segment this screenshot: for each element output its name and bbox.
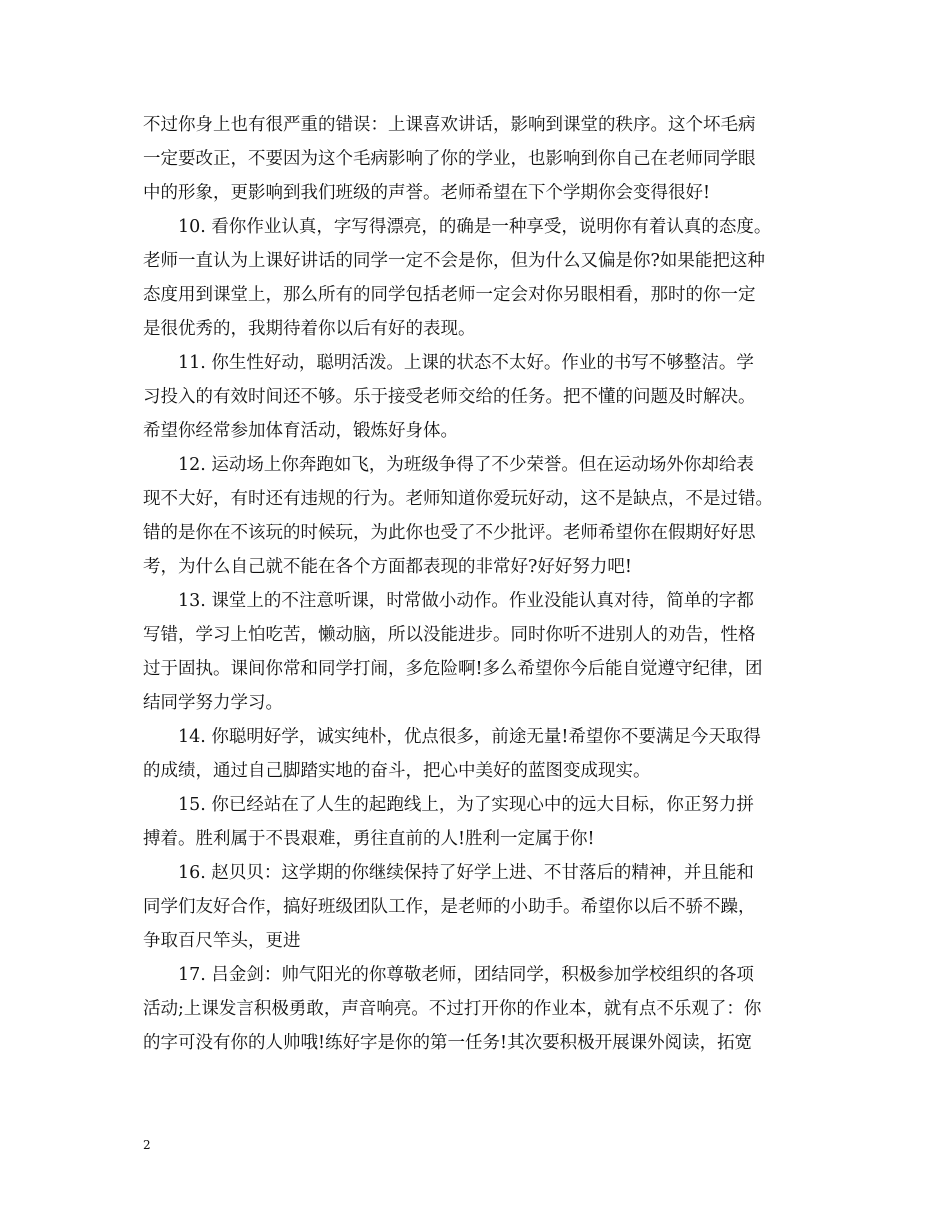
- text-line: 过于固执。课间你常和同学打闹，多危险啊!多么希望你今后能自觉遵守纪律，团: [143, 659, 763, 679]
- document-body: [143, 108, 813, 1060]
- paragraph-16-start: 16. 赵贝贝：这学期的你继续保持了好学上进、不甘落后的精神，并且能和: [178, 863, 754, 883]
- text-line: 是很优秀的，我期待着你以后有好的表现。: [143, 319, 476, 339]
- text-line: 习投入的有效时间还不够。乐于接受老师交给的任务。把不懂的问题及时解决。: [143, 387, 756, 407]
- paragraph-12-start: 12. 运动场上你奔跑如飞，为班级争得了不少荣誉。但在运动场外你却给表: [178, 455, 754, 475]
- text-line: 搏着。胜利属于不畏艰难，勇往直前的人!胜利一定属于你!: [143, 829, 595, 849]
- paragraph-11-start: 11. 你生性好动，聪明活泼。上课的状态不太好。作业的书写不够整洁。学: [178, 353, 754, 373]
- text-line: 不过你身上也有很严重的错误：上课喜欢讲话，影响到课堂的秩序。这个坏毛病: [143, 115, 756, 135]
- paragraph-14-start: 14. 你聪明好学，诚实纯朴，优点很多，前途无量!希望你不要满足今天取得: [178, 727, 761, 747]
- text-line: 的成绩，通过自己脚踏实地的奋斗，把心中美好的蓝图变成现实。: [143, 761, 651, 781]
- text-line: 的字可没有你的人帅哦!练好字是你的第一任务!其次要积极开展课外阅读，拓宽: [143, 1033, 753, 1053]
- text-line: 错的是你在不该玩的时候玩，为此你也受了不少批评。老师希望你在假期好好思: [143, 523, 756, 543]
- paragraph-17-start: 17. 吕金剑：帅气阳光的你尊敬老师，团结同学，积极参加学校组织的各项: [178, 965, 754, 985]
- paragraph-10-start: 10. 看你作业认真，字写得漂亮，的确是一种享受，说明你有着认真的态度。: [178, 217, 772, 237]
- text-line: 争取百尺竿头，更进: [143, 931, 301, 951]
- text-line: 态度用到课堂上，那么所有的同学包括老师一定会对你另眼相看，那时的你一定: [143, 285, 756, 305]
- page-number: 2: [143, 1138, 151, 1152]
- text-line: 一定要改正，不要因为这个毛病影响了你的学业，也影响到你自己在老师同学眼: [143, 149, 756, 169]
- text-line: 同学们友好合作，搞好班级团队工作，是老师的小助手。希望你以后不骄不躁，: [143, 897, 756, 917]
- text-line: 现不大好，有时还有违规的行为。老师知道你爱玩好动，这不是缺点，不是过错。: [143, 489, 773, 509]
- text-line: 写错，学习上怕吃苦，懒动脑，所以没能进步。同时你听不进别人的劝告，性格: [143, 625, 756, 645]
- paragraph-15-start: 15. 你已经站在了人生的起跑线上，为了实现心中的远大目标，你正努力拼: [178, 795, 754, 815]
- text-line: 活动;上课发言积极勇敢，声音响亮。不过打开你的作业本，就有点不乐观了：你: [143, 999, 762, 1019]
- text-line: 希望你经常参加体育活动，锻炼好身体。: [143, 421, 458, 441]
- text-line: 中的形象，更影响到我们班级的声誉。老师希望在下个学期你会变得很好!: [143, 183, 711, 203]
- paragraph-13-start: 13. 课堂上的不注意听课，时常做小动作。作业没能认真对待，简单的字都: [178, 591, 754, 611]
- text-line: 考，为什么自己就不能在各个方面都表现的非常好?好好努力吧!: [143, 557, 632, 577]
- text-line: 老师一直认为上课好讲话的同学一定不会是你，但为什么又偏是你?如果能把这种: [143, 251, 765, 271]
- text-line: 结同学努力学习。: [143, 693, 283, 713]
